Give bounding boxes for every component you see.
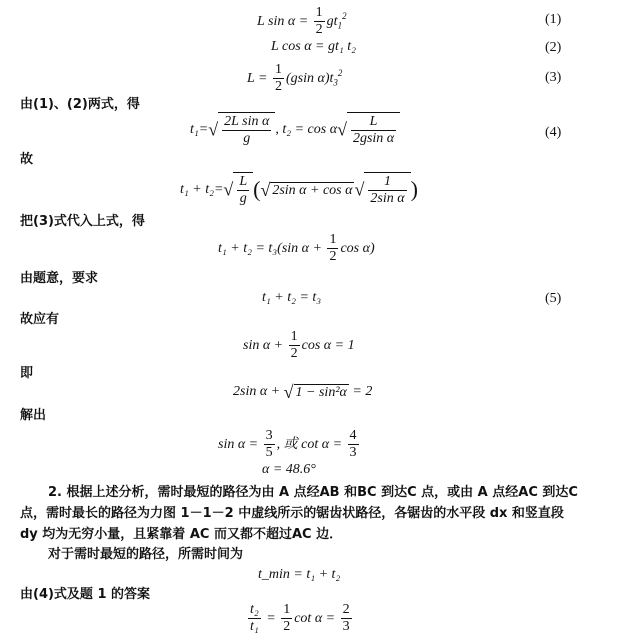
equation-tag: (2): [545, 40, 562, 55]
paragraph-text: 由(4)式及题 1 的答案: [20, 587, 151, 602]
equation-tag: (3): [545, 70, 562, 85]
equation-solution: sin α = $\frac{3}{5}$ , 或 cot α = $\frac{4}{3}$: [218, 428, 357, 461]
paragraph-text: 解出: [20, 408, 47, 423]
equation-angle: α = 48.6°: [262, 462, 316, 477]
equation-sin: sin α + $\frac{1}{2}$ cos α = 1: [243, 329, 355, 362]
equation-5: t₁ + t₂ = t₃: [262, 290, 322, 305]
equation-tag: (4): [545, 125, 562, 140]
equation-2sin: 2sin α + √ 1 − sin²α = 2: [233, 382, 373, 402]
paragraph-text: 故应有: [20, 312, 60, 327]
paragraph-text: 把(3)式代入上式，得: [20, 214, 145, 229]
equation-tag: (5): [545, 291, 562, 306]
paragraph-text: 对于需时最短的路径，所需时间为: [48, 547, 244, 562]
paragraph-line: dy 均为无穷小量，且紧靠着 AC 而又都不超过AC 边．: [20, 527, 343, 542]
equation-ratio: $\frac{\text{t₂}}{\text{t₁}}$ = $\frac{1}{2}$ cot α = $\frac{2}{3}$: [250, 602, 350, 635]
equation-4: t₁=√ $\frac{\text{2L sin α}}{g}$ , t₂ = cos α√ $\frac{L}{\text{2gsin α}}$: [190, 112, 400, 147]
equation-1: L sin α = $\frac{1}{2}$ $gt_1^2$: [257, 5, 347, 38]
equation-tmin: t_min = t₁ + t₂: [258, 567, 341, 582]
paragraph-text: 故: [20, 152, 34, 167]
equation-tag: (1): [545, 12, 562, 27]
equation-t3: t₁ + t₂ = t₃(sin α + $\frac{1}{2}$ cos α): [218, 232, 375, 265]
equation-sum: t₁ + t₂=√ $\frac{L}{g}$ (√ 2sin α + cos α √ $\frac{1}{\text{2sin α}}$ ): [180, 174, 418, 207]
equation-3: L = $\frac{1}{2}$ (gsin $\alpha)t_3^2$: [247, 62, 343, 95]
paragraph-text: 由(1)、(2)两式，得: [20, 97, 140, 112]
equation-2: L cos α = gt₁ t₂: [271, 39, 357, 54]
paragraph-line: 点，需时最长的路径为力图 1－1－2 中虚线所示的锯齿状路径，各锯齿的水平段 dx 和竖直段: [20, 506, 564, 521]
paragraph-text: 由题意，要求: [20, 271, 99, 286]
paragraph-line: 2. 根据上述分析，需时最短的路径为由 A 点经AB 和BC 到达C 点，或由 A 点经AC 到达C: [48, 485, 578, 500]
paragraph-text: 即: [20, 366, 34, 381]
